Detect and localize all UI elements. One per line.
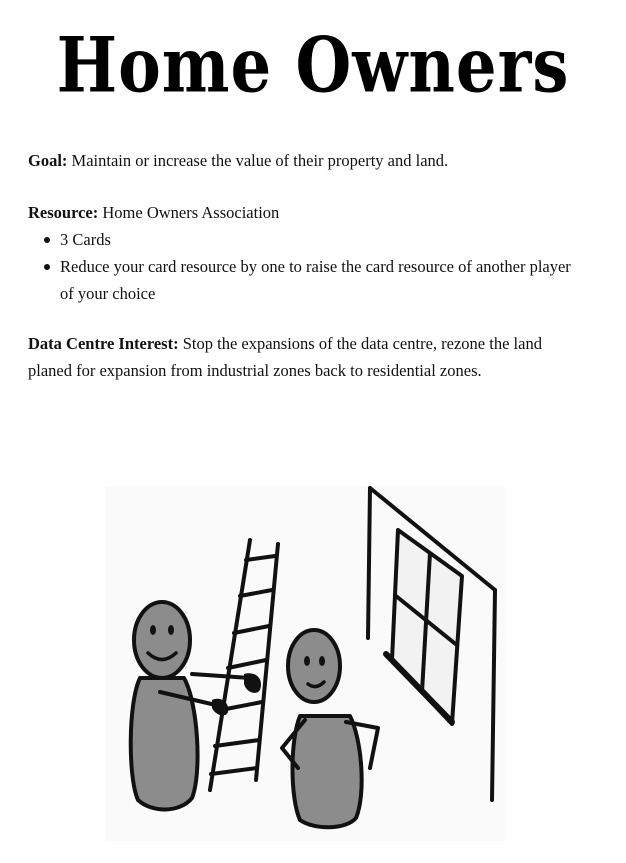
resource-bullet-item: Reduce your card resource by one to raise the card resource of another player of your choice: [60, 253, 588, 307]
resource-label: Resource:: [28, 203, 99, 222]
goal-text: Maintain or increase the value of their property and land.: [71, 151, 449, 170]
home-owners-illustration: [100, 478, 510, 848]
interest-label: Data Centre Interest:: [28, 334, 179, 353]
resource-bullet-list: [28, 226, 588, 307]
resource-section: [28, 199, 588, 307]
page-title: Home Owners: [56, 22, 570, 111]
goal-section: [28, 147, 588, 174]
interest-text: Stop the expansions of the data centre, rezone the land planed for expansion from industrial zones back to residential zones.: [28, 334, 542, 380]
interest-section: [28, 330, 573, 384]
resource-text: Home Owners Association: [102, 203, 280, 222]
goal-label: Goal:: [28, 151, 68, 170]
resource-bullet-item: 3 Cards: [60, 226, 588, 253]
